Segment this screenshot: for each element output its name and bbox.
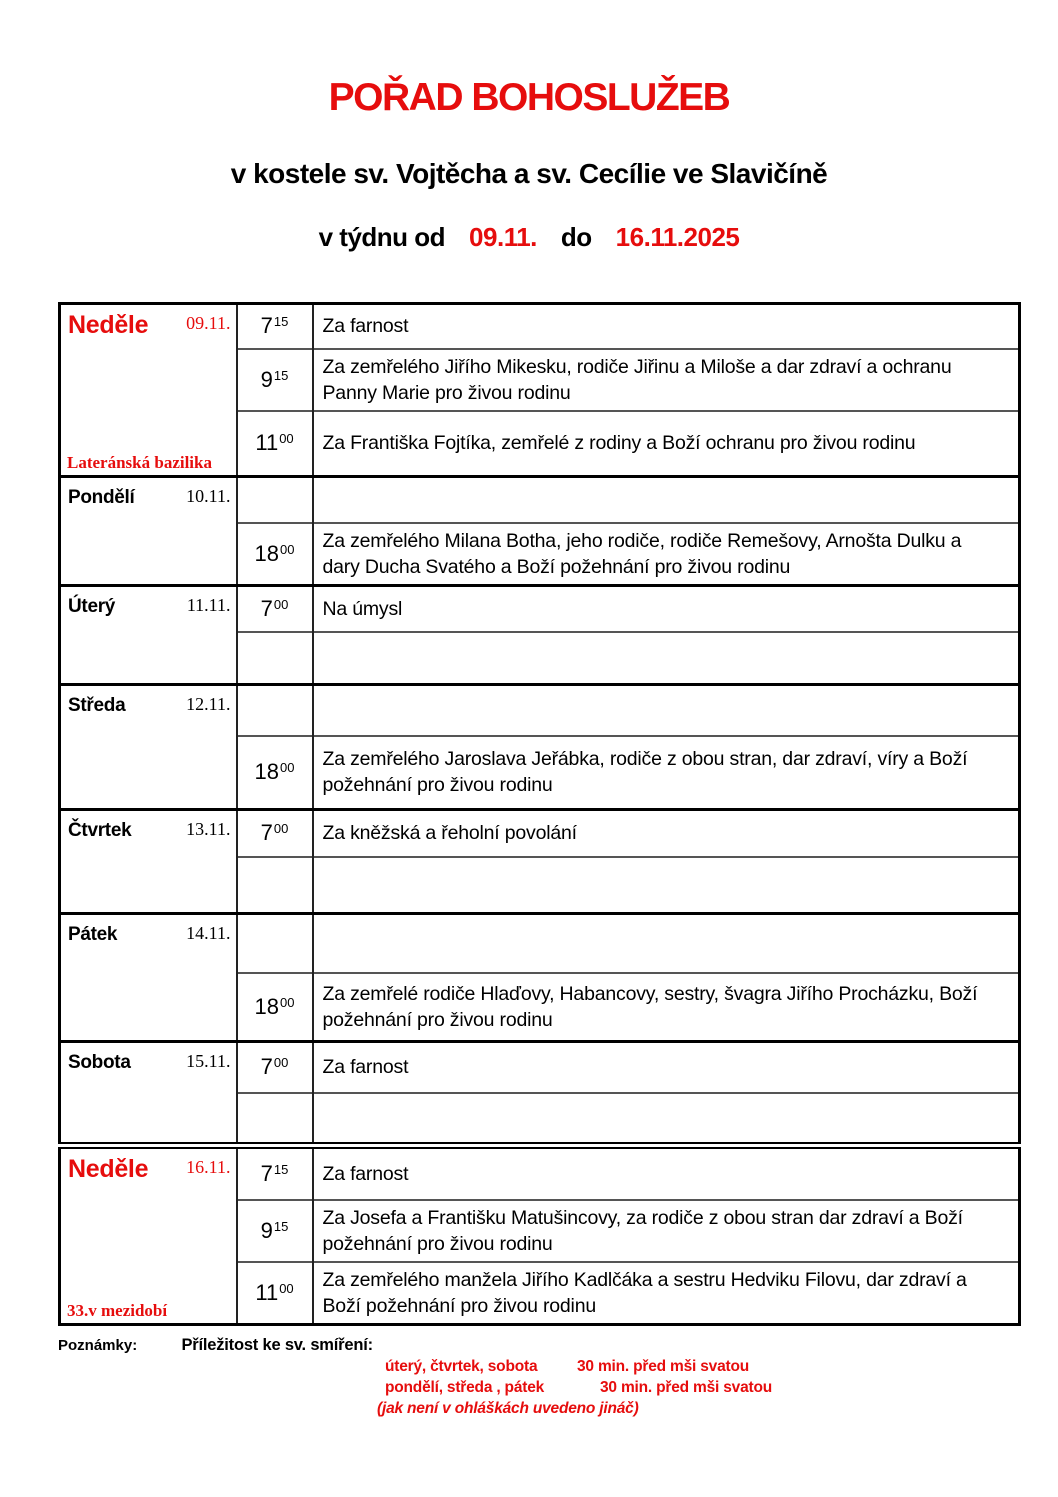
mass-time [237, 684, 313, 736]
mass-time: $9^{15}$ [237, 1200, 313, 1262]
day-date: 15.11. [186, 1050, 231, 1071]
mass-intention: Za zemřelého Jiřího Mikesku, rodiče Jiřinu a Miloše a dar zdraví a ochranu Panny Marie pro živou rodinu [313, 349, 1020, 411]
day-cell [60, 1041, 237, 1145]
day-name: Sobota [68, 1051, 131, 1073]
day-name: Středa [68, 694, 126, 716]
week-prefix: v týdnu od [318, 222, 446, 252]
mass-intention: Za farnost [313, 1041, 1020, 1093]
day-note: Lateránská bazilika [67, 453, 212, 472]
day-cell [60, 913, 237, 1041]
table-row [60, 913, 1020, 973]
mass-schedule-table [58, 302, 1021, 1326]
mass-intention [313, 632, 1020, 684]
day-date: 16.11. [186, 1156, 231, 1177]
notes-label: Poznámky: [58, 1337, 138, 1354]
mass-intention [313, 477, 1020, 523]
mass-time: $7^{00}$ [237, 585, 313, 632]
page-title: POŘAD BOHOSLUŽEB [328, 76, 730, 119]
confession-days: pondělí, středa , pátek [385, 1379, 545, 1396]
table-row [60, 1145, 1020, 1200]
day-name: Úterý [68, 595, 116, 617]
mass-intention: Za kněžská a řeholní povolání [313, 809, 1020, 857]
day-cell [60, 809, 237, 913]
footer-notes [58, 1336, 1008, 1419]
mass-intention: Na úmysl [313, 585, 1020, 632]
mass-time: $18^{00}$ [237, 523, 313, 586]
mass-time: $7^{00}$ [237, 809, 313, 857]
mass-intention: Za Josefa a Františku Matušincovy, za rodiče z obou stran dar zdraví a Boží požehnání pro živou rodinu [313, 1200, 1020, 1262]
day-cell [60, 585, 237, 684]
day-cell [60, 684, 237, 809]
day-name: Neděle [68, 311, 149, 339]
table-row [60, 477, 1020, 523]
mass-time: $7^{15}$ [237, 304, 313, 349]
mass-intention [313, 913, 1020, 973]
day-date: 09.11. [186, 313, 231, 333]
mass-time: $18^{00}$ [237, 736, 313, 809]
day-cell [60, 1145, 237, 1325]
footer-labels-row [58, 1336, 1008, 1355]
confession-time: 30 min. před mši svatou [577, 1358, 749, 1375]
confession-line [385, 1356, 1008, 1377]
church-subtitle: v kostele sv. Vojtěcha a sv. Cecílie ve Slavičíně [230, 158, 828, 189]
mass-time [237, 477, 313, 523]
confession-disclaimer: (jak není v ohláškách uvedeno jináč) [377, 1400, 639, 1417]
table-row [60, 1041, 1020, 1093]
confession-label: Příležitost ke sv. smíření: [181, 1336, 373, 1354]
mass-intention: Za Františka Fojtíka, zemřelé z rodiny a Boží ochranu pro živou rodinu [313, 411, 1020, 477]
day-cell [60, 477, 237, 586]
day-date: 11.11. [186, 594, 231, 615]
mass-time: $7^{15}$ [237, 1145, 313, 1200]
confession-days: úterý, čtvrtek, sobota [385, 1358, 538, 1375]
mass-intention [313, 857, 1020, 913]
mass-time [237, 1093, 313, 1145]
confession-times [377, 1356, 1008, 1419]
mass-intention: Za farnost [313, 1145, 1020, 1200]
mass-time: $7^{00}$ [237, 1041, 313, 1093]
mass-time: $11^{00}$ [237, 1262, 313, 1325]
day-date: 10.11. [186, 486, 231, 506]
table-row [60, 809, 1020, 857]
mass-time [237, 632, 313, 684]
mass-intention [313, 1093, 1020, 1145]
mass-time: $11^{00}$ [237, 411, 313, 477]
day-date: 14.11. [186, 922, 231, 943]
week-range-line [0, 222, 1058, 253]
week-to-date: 16.11.2025 [615, 222, 740, 252]
mass-intention: Za zemřelého manžela Jiřího Kadlčáka a sestru Hedviku Filovu, dar zdraví a Boží požehnání pro živou rodinu [313, 1262, 1020, 1325]
day-name: Čtvrtek [68, 819, 132, 841]
week-from-date: 09.11. [469, 222, 537, 252]
confession-line [385, 1377, 1008, 1398]
week-separator: do [560, 222, 592, 252]
mass-intention: Za zemřelého Milana Botha, jeho rodiče, rodiče Remešovy, Arnošta Dulku a dary Ducha Svatého a Boží požehnání pro živou rodinu [313, 523, 1020, 586]
mass-time [237, 857, 313, 913]
mass-intention: Za farnost [313, 304, 1020, 349]
mass-time: $9^{15}$ [237, 349, 313, 411]
mass-intention: Za zemřelé rodiče Hlaďovy, Habancovy, sestry, švagra Jiřího Procházku, Boží požehnání pro živou rodinu [313, 973, 1020, 1041]
day-note: 33.v mezidobí [67, 1301, 168, 1320]
mass-time: $18^{00}$ [237, 973, 313, 1041]
day-date: 13.11. [186, 818, 231, 839]
day-cell [60, 304, 237, 477]
table-row [60, 585, 1020, 632]
day-name: Neděle [68, 1154, 149, 1183]
table-row [60, 304, 1020, 349]
mass-intention: Za zemřelého Jaroslava Jeřábka, rodiče z obou stran, dar zdraví, víry a Boží požehnání pro živou rodinu [313, 736, 1020, 809]
table-row [60, 684, 1020, 736]
mass-time [237, 913, 313, 973]
confession-time: 30 min. před mši svatou [600, 1379, 772, 1396]
day-date: 12.11. [186, 693, 231, 714]
mass-intention [313, 684, 1020, 736]
day-name: Pondělí [68, 487, 135, 508]
day-name: Pátek [68, 923, 118, 945]
